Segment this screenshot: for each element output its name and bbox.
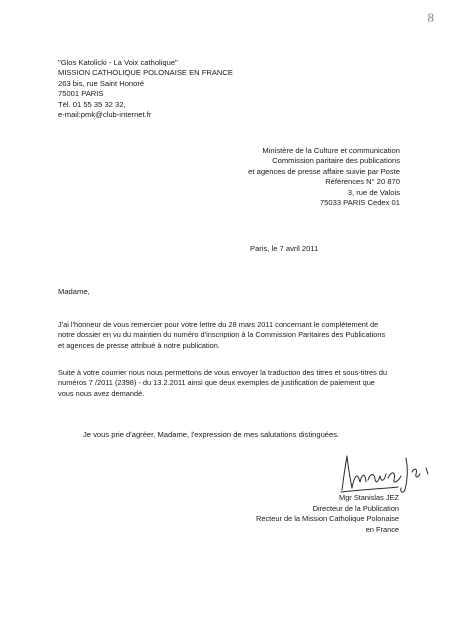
- recipient-line: Références N° 20 870: [325, 177, 400, 187]
- body-line: notre dossier en vu du maintien du numéro d'inscription à la Commission Paritaires des Publications: [58, 330, 386, 340]
- handwritten-signature: [338, 452, 438, 496]
- signatory-title: Directeur de la Publication: [312, 503, 399, 513]
- sender-line: "Glos Katolicki - La Voix catholique": [58, 58, 178, 67]
- signatory-title: Recteur de la Mission Catholique Polonaise: [256, 514, 399, 524]
- signatory-title: en France: [365, 524, 399, 534]
- recipient-address-block: [248, 146, 400, 208]
- body-paragraph-1: [58, 320, 418, 351]
- body-line: J'ai l'honneur de vous remercier pour votre lettre du 28 mars 2011 concernant le complètement de: [58, 320, 379, 329]
- sender-line: 263 bis, rue Saint Honoré: [58, 78, 145, 88]
- salutation: Madame,: [58, 287, 90, 296]
- recipient-line: Commission paritaire des publications: [272, 156, 400, 166]
- recipient-line: 3, rue de Valois: [347, 187, 400, 197]
- page-number: 8: [427, 10, 434, 25]
- recipient-line: 75033 PARIS Cedex 01: [319, 198, 400, 208]
- body-paragraph-2: [58, 368, 418, 399]
- closing-formula: Je vous prie d'agréer, Madame, l'expression de mes salutations distinguées.: [83, 430, 340, 439]
- body-line: numéros 7 /2011 (2398) - du 13.2.2011 ainsi que deux exemples de justification de paiement que: [58, 378, 375, 388]
- recipient-line: et agences de presse affaire suivie par Poste: [248, 166, 400, 176]
- sender-line: MISSION CATHOLIQUE POLONAISE EN FRANCE: [58, 68, 233, 78]
- letter-date: Paris, le 7 avril 2011: [250, 244, 319, 253]
- recipient-line: Ministère de la Culture et communication: [262, 146, 400, 155]
- signature-block: [256, 493, 399, 535]
- sender-line: 75001 PARIS: [58, 89, 104, 99]
- sender-email: e-mail:pmk@club-internet.fr: [58, 110, 152, 120]
- body-line: vous nous avez demandé.: [58, 388, 145, 398]
- sender-address-block: [58, 58, 233, 120]
- signatory-name: Mgr Stanislas JEZ: [339, 493, 399, 502]
- sender-line: Tél. 01 55 35 32 32,: [58, 99, 126, 109]
- body-line: Suite à votre courrier nous nous permettons de vous envoyer la traduction des titres et sous-titres du: [58, 368, 388, 377]
- body-line: et agences de presse attribué à notre publication.: [58, 340, 220, 350]
